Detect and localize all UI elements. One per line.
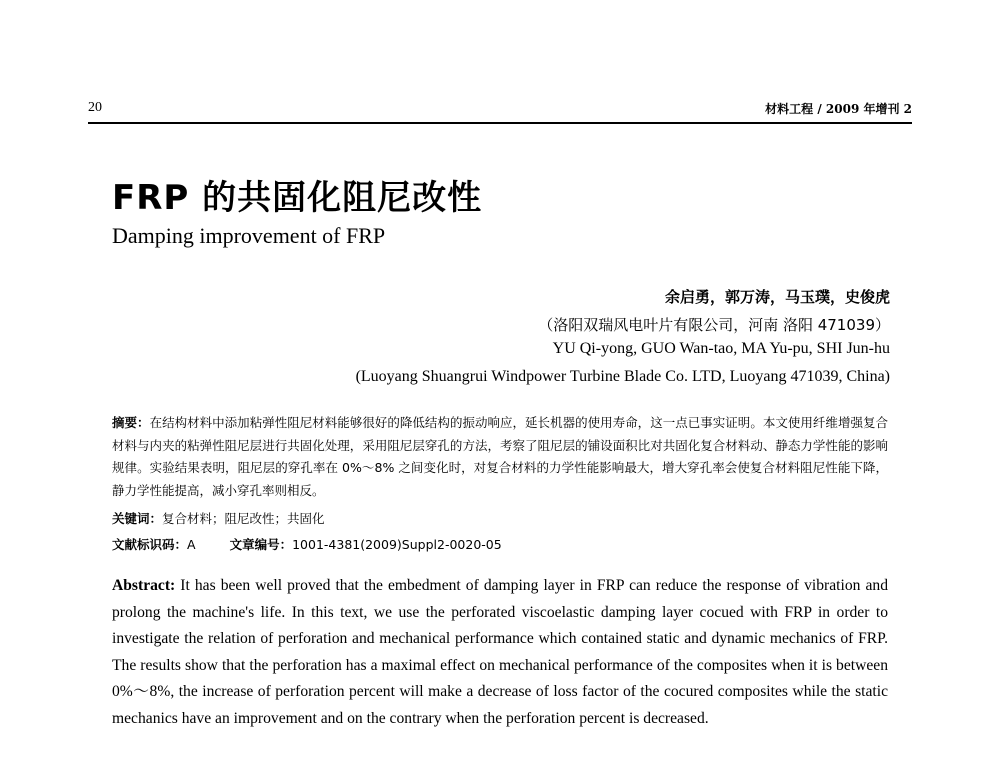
title-chinese: FRP 的共固化阻尼改性 [112,178,483,218]
header-rule [88,122,912,124]
abstract-chinese-label: 摘要： [112,415,150,430]
abstract-chinese [112,412,888,502]
title-english: Damping improvement of FRP [112,223,386,248]
authors-chinese: 余启勇，郭万涛，马玉璞，史俊虎 [664,288,890,306]
page-number: 20 [88,100,102,115]
doc-code-label: 文献标识码： [112,537,188,552]
article-meta [112,535,502,553]
abstract-english-text: It has been well proved that the embedment of damping layer in FRP can reduce the response of vibration and prolong the machine's life. In this text, we use the perforated viscoelastic damping layer cocued with FRP in order to investigate the relation of perforation and mechanical performance which contained static and dynamic mechanics of FRP. The results show that the perforation has a maximal effect on mechanical performance of the composites when it is between 0%～8%, the increase of perforation percent will make a decrease of loss factor of the cocured composites while the static mechanics have an improvement and on the contrary when the perforation percent is decreased. [112,577,888,727]
abstract-english [112,573,888,732]
affiliation-chinese: （洛阳双瑞风电叶片有限公司，河南 洛阳 471039） [538,316,890,334]
affiliation-english: (Luoyang Shuangrui Windpower Turbine Blade Co. LTD, Luoyang 471039, China) [355,368,890,385]
keywords-text: 复合材料；阻尼改性；共固化 [162,511,325,526]
running-header [88,100,912,122]
article-number-label: 文章编号： [229,537,293,552]
keywords-label: 关键词： [112,511,163,526]
doc-code: A [187,537,196,552]
abstract-english-label: Abstract: [112,577,176,594]
article-number: 1001-4381(2009)Suppl2-0020-05 [292,537,502,552]
authors-english: YU Qi-yong, GUO Wan-tao, MA Yu-pu, SHI Jun-hu [552,340,890,357]
keywords [112,509,325,527]
abstract-chinese-text: 在结构材料中添加粘弹性阻尼材料能够很好的降低结构的振动响应，延长机器的使用寿命，这一点已事实证明。本文使用纤维增强复合材料与内夹的粘弹性阻尼层进行共固化处理，采用阻尼层穿孔的方法，考察了阻尼层的铺设面积比对共固化复合材料动、静态力学性能的影响规律。实验结果表明，阻尼层的穿孔率在 0%～8% 之间变化时，对复合材料的力学性能影响最大，增大穿孔率会使复合材料阻尼性能下降，静力学性能提高，减小穿孔率则相反。 [112,415,888,498]
journal-name: 材料工程 / 2009 年增刊 2 [765,102,912,116]
